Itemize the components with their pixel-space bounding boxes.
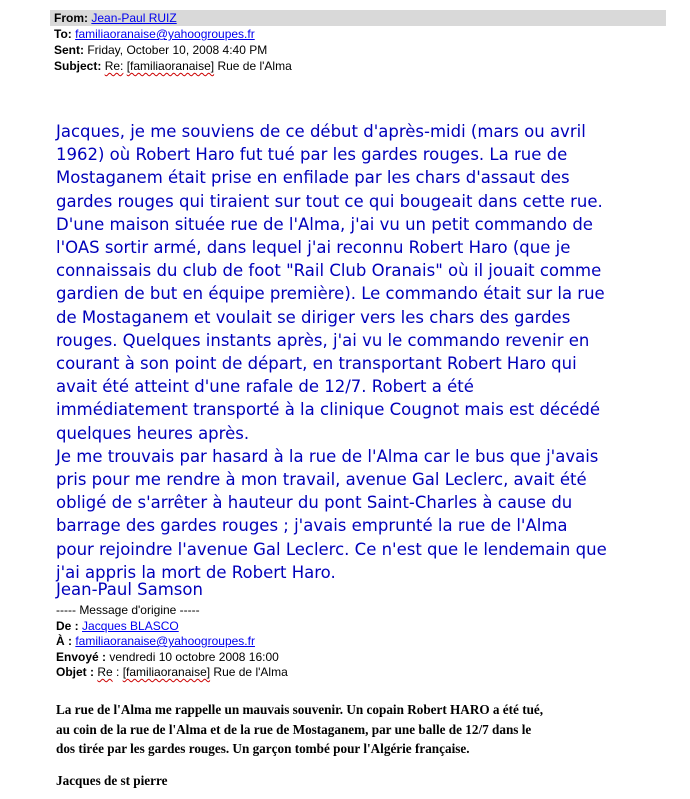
text-line: l'OAS sortir armé, dans lequel j'ai reconnu Robert Haro (que je	[56, 238, 571, 258]
text-line: de Mostaganem et voulait se diriger vers les chars des gardes	[56, 307, 571, 327]
text-line: 1962) où Robert Haro fut tué par les gardes rouges. La rue de	[56, 145, 568, 165]
original-subject-label: Objet :	[56, 665, 94, 679]
text-line: rouges. Quelques instants après, j'ai vu le commando revenir en	[56, 330, 590, 350]
message-paragraph-1	[56, 120, 688, 445]
subject-re: Re:	[104, 59, 124, 73]
quoted-signature: Jacques de st pierre	[56, 773, 168, 788]
text-line: pour rejoindre l'avenue Gal Leclerc. Ce n'est que le lendemain que	[56, 539, 607, 559]
text-line: Je me trouvais par hasard à la rue de l'Alma car le bus que j'avais	[56, 446, 599, 466]
from-label: From:	[54, 11, 88, 25]
to-address-link[interactable]: familiaoranaise@yahoogroupes.fr	[75, 27, 255, 41]
original-message-header	[56, 603, 288, 681]
text-line: j'ai appris la mort de Robert Haro.	[56, 562, 336, 582]
subject-label: Subject:	[54, 59, 102, 73]
text-line: quelques heures après.	[56, 423, 250, 443]
text-line: obligé de s'arrêter à hauteur du pont Saint-Charles à cause du	[56, 493, 573, 513]
header-from-row	[50, 10, 666, 26]
original-subject-row	[56, 665, 288, 681]
text-line: connaissais du club de foot "Rail Club Oranais" où il jouait comme	[56, 261, 602, 281]
text-line: dos tirée par les gardes rouges. Un garçon tombé pour l'Algérie française.	[56, 741, 470, 756]
from-name-link[interactable]: Jean-Paul RUIZ	[91, 11, 177, 25]
original-from-row	[56, 619, 288, 635]
text-line: gardien de but en équipe première). Le commando était sur la rue	[56, 284, 605, 304]
message-paragraph-2	[56, 445, 688, 584]
message-signature: Jean-Paul Samson	[56, 580, 203, 599]
header-to-row	[54, 26, 664, 42]
original-sent-label: Envoyé :	[56, 649, 107, 664]
subject-group: [familiaoranaise]	[126, 59, 215, 73]
original-to-label: À :	[56, 634, 72, 648]
original-separator: ----- Message d'origine -----	[56, 603, 200, 617]
original-to-link[interactable]: familiaoranaise@yahoogroupes.fr	[75, 634, 255, 648]
text-line: avait été atteint d'une rafale de 12/7. Robert a été	[56, 377, 474, 397]
text-line: Jacques, je me souviens de ce début d'après-midi (mars ou avril	[56, 122, 586, 141]
text-line: Mostaganem était prise en enfilade par les chars d'assaut des	[56, 168, 570, 188]
sent-value: Friday, October 10, 2008 4:40 PM	[87, 43, 268, 57]
message-body	[56, 120, 688, 584]
quoted-message	[56, 700, 686, 759]
original-subject-group: [familiaoranaise]	[122, 665, 211, 679]
sent-label: Sent:	[54, 43, 84, 57]
subject-text: Rue de l'Alma	[217, 59, 292, 73]
to-label: To:	[54, 27, 72, 41]
original-subject-text: Rue de l'Alma	[210, 665, 288, 679]
text-line: La rue de l'Alma me rappelle un mauvais souvenir. Un copain Robert HARO a été tué,	[56, 702, 544, 717]
header-subject-row	[54, 58, 664, 74]
text-line: pris pour me rendre à mon travail, avenue Gal Leclerc, avait été	[56, 470, 587, 490]
text-line: au coin de la rue de l'Alma et de la rue de Mostaganem, par une balle de 12/7 dans le	[56, 721, 532, 737]
original-from-link[interactable]: Jacques BLASCO	[82, 618, 179, 633]
original-subject-re: Re	[97, 665, 113, 679]
text-line: D'une maison située rue de l'Alma, j'ai vu un petit commando de	[56, 214, 593, 234]
original-sent-row	[56, 650, 288, 666]
original-sent-value: vendredi 10 octobre 2008 16:00	[109, 649, 279, 664]
original-subject-sep: :	[112, 665, 123, 679]
text-line: courant à son point de départ, en transportant Robert Haro qui	[56, 354, 577, 374]
header-sent-row	[54, 42, 664, 58]
original-to-row	[56, 634, 288, 650]
original-from-label: De :	[56, 618, 79, 633]
text-line: barrage des gardes rouges ; j'avais emprunté la rue de l'Alma	[56, 516, 568, 536]
text-line: gardes rouges qui tiraient sur tout ce qui bougeait dans cette rue.	[56, 191, 603, 211]
text-line: immédiatement transporté à la clinique Cougnot mais est décédé	[56, 400, 600, 420]
